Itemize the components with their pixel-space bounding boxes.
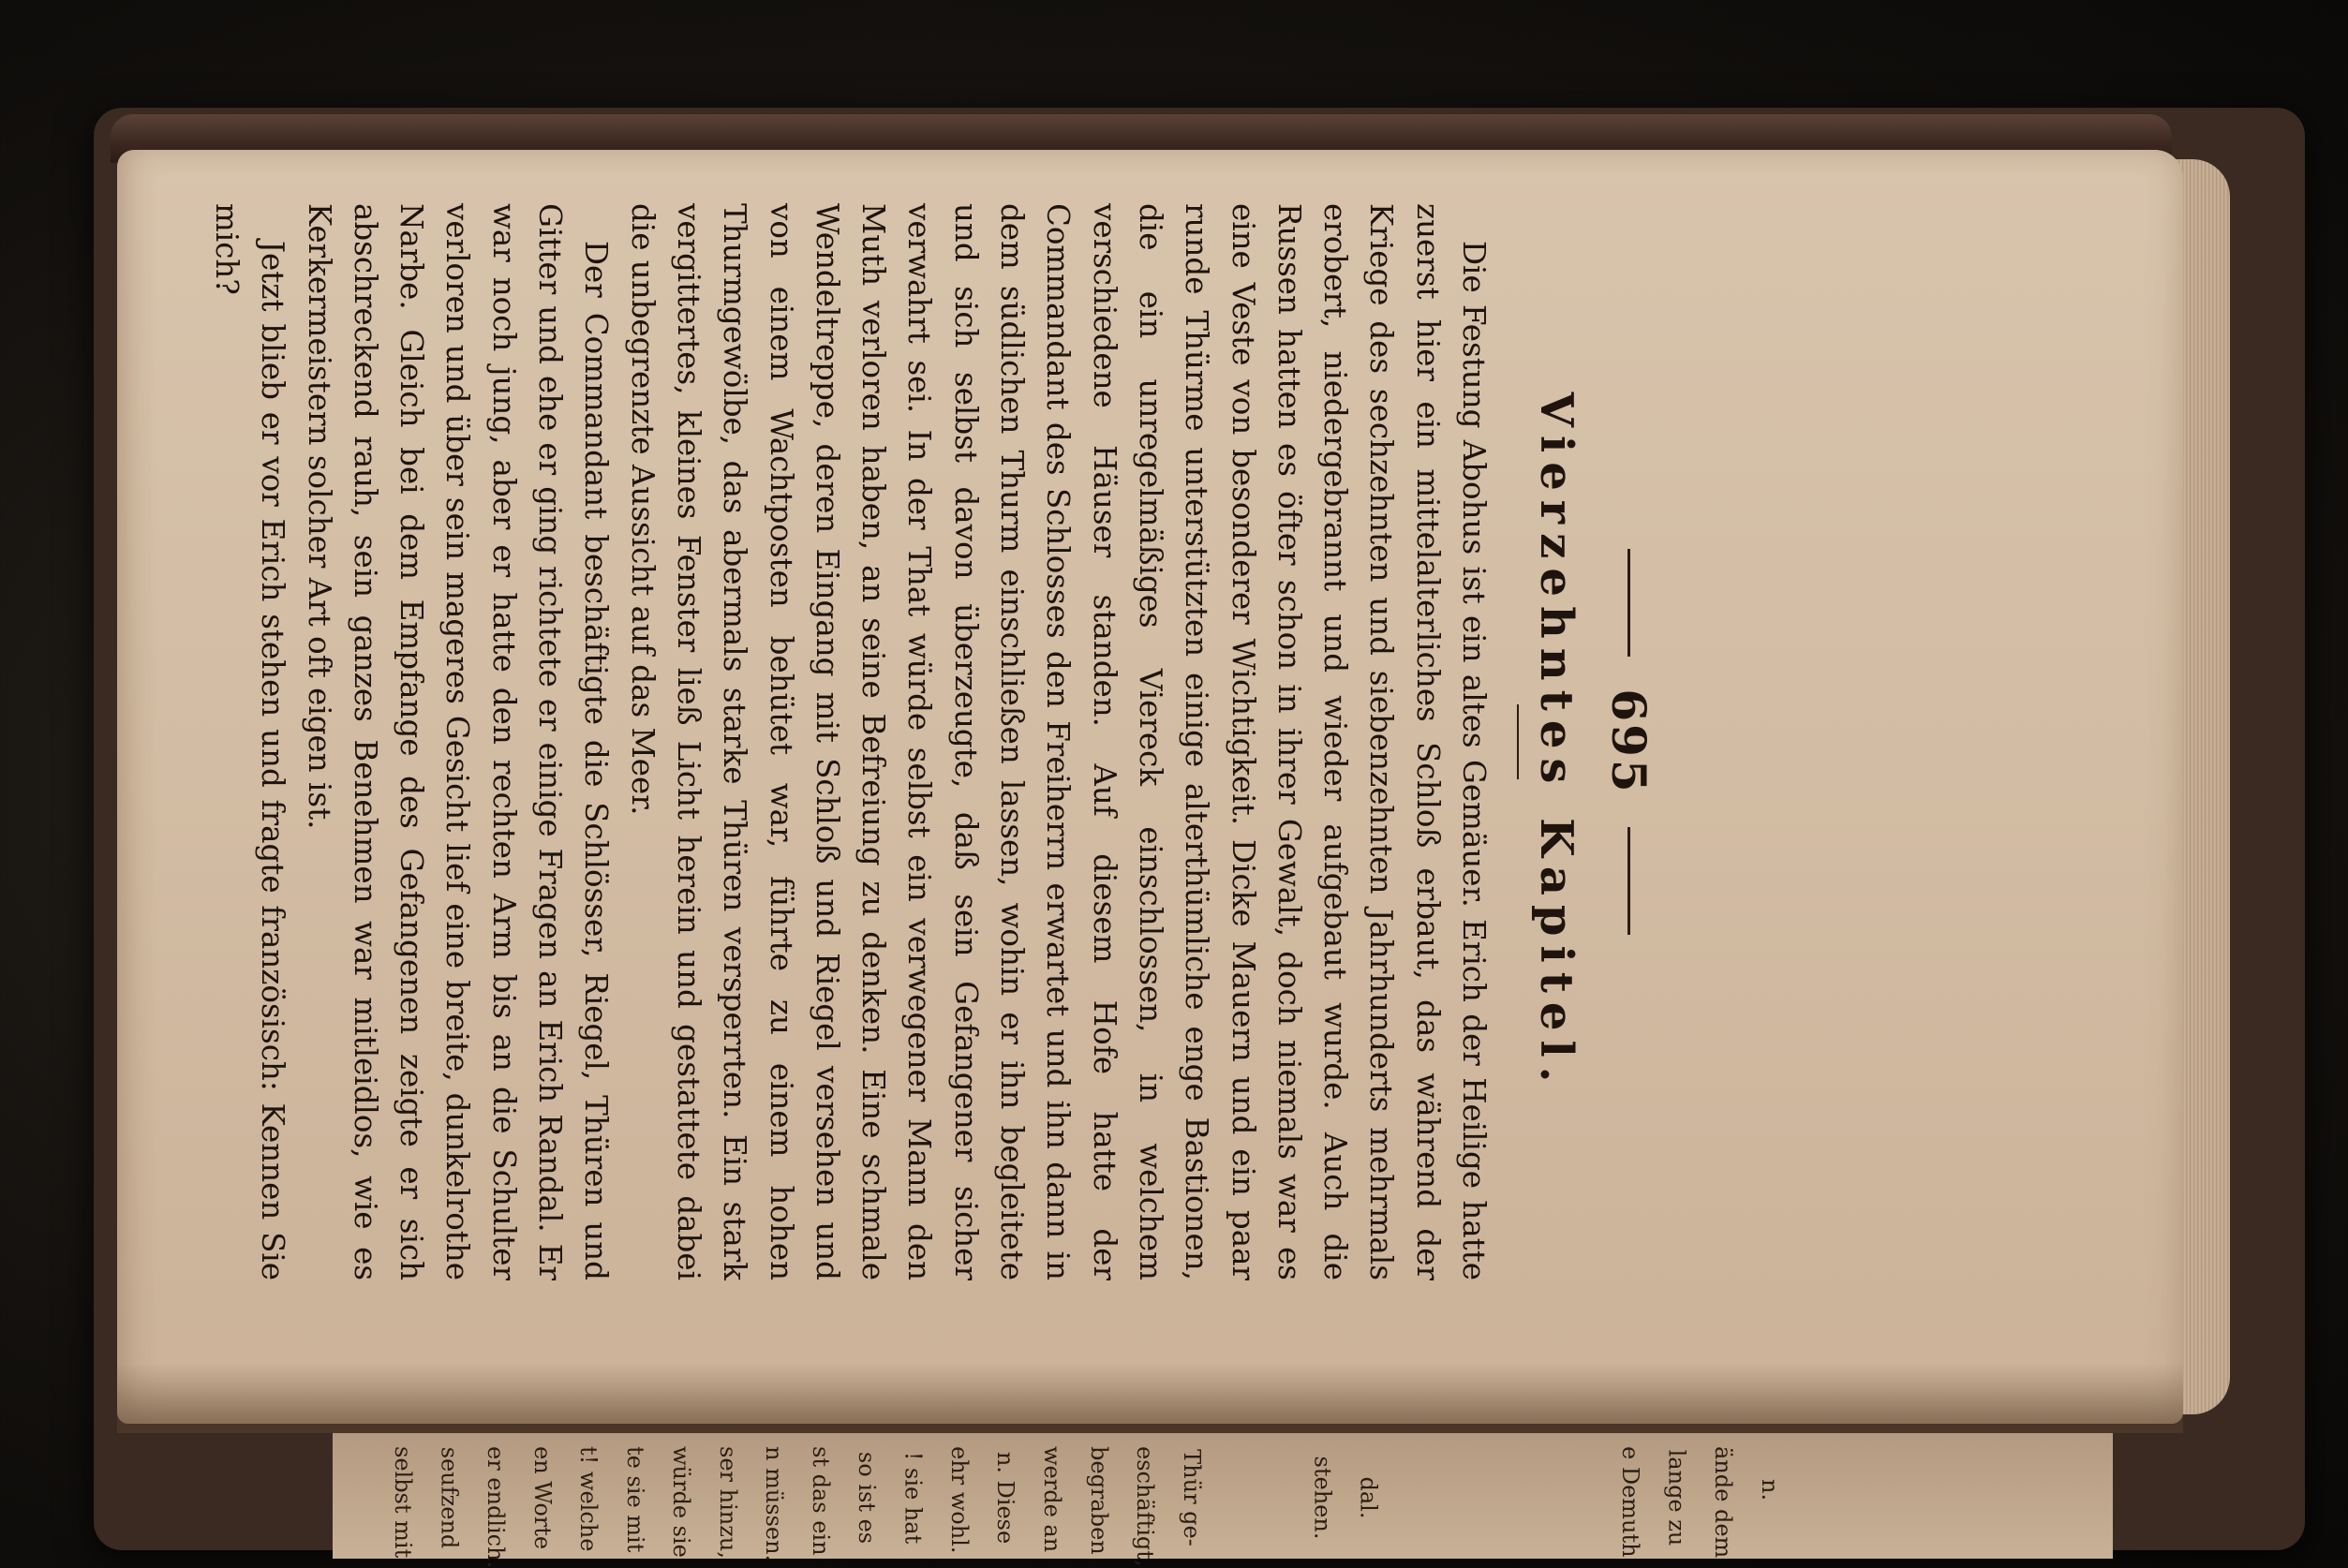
- previous-page-line: [802, 1446, 840, 1556]
- previous-page-line-text: ände dem: [1710, 1446, 1736, 1559]
- previous-page-line: [1704, 1446, 1742, 1559]
- previous-page-line-text: n müssen.: [761, 1446, 787, 1562]
- previous-page-line: [570, 1447, 607, 1550]
- previous-page-line-text: ser hinzu,: [714, 1446, 741, 1559]
- previous-page-line: [1751, 1447, 1789, 1550]
- previous-page-line-text: st das ein: [807, 1446, 834, 1556]
- page-text-block: [208, 203, 1657, 1280]
- previous-page-line: [431, 1447, 468, 1550]
- previous-page-line-text: so ist es: [854, 1451, 880, 1545]
- previous-page-line: [1350, 1447, 1388, 1550]
- previous-page-line-text: werde an: [1039, 1446, 1065, 1553]
- previous-page-line-text: n. Diese: [992, 1451, 1019, 1545]
- previous-page-line: [384, 1446, 422, 1559]
- previous-page-line-text: n.: [1756, 1479, 1783, 1501]
- previous-page-line: [988, 1447, 1025, 1550]
- previous-page-line-text: ehr wohl.: [946, 1446, 973, 1554]
- previous-page-line: [1612, 1446, 1649, 1558]
- title-rule: [1517, 704, 1519, 779]
- previous-page-line: [941, 1446, 978, 1554]
- previous-page-line-text: ! sie hat: [899, 1451, 927, 1545]
- previous-page-line: [1173, 1447, 1211, 1550]
- previous-page-line: [1080, 1446, 1118, 1555]
- page-number: 695: [1601, 688, 1657, 795]
- previous-page-line: [755, 1446, 793, 1562]
- previous-page-line-text: te sie mit: [621, 1446, 648, 1553]
- previous-page-line: [662, 1446, 700, 1558]
- previous-page-line: [709, 1446, 747, 1559]
- previous-page-line: [524, 1447, 561, 1550]
- previous-page-line-text: en Worte: [528, 1446, 556, 1550]
- previous-page-line: [1033, 1446, 1071, 1553]
- previous-page-line-text: seufzend: [436, 1446, 463, 1549]
- previous-page-line: [477, 1446, 514, 1568]
- previous-page-line: [1303, 1447, 1341, 1550]
- header-rule-right: [1628, 827, 1631, 935]
- previous-page-line-text: eschäftigt,: [1132, 1446, 1158, 1567]
- paragraph: Jetzt blieb er vor Erich stehen und fragte französisch: Kennen Sie mich?: [208, 203, 291, 1280]
- previous-page-line-text: begraben: [1085, 1446, 1112, 1555]
- page-gutter-shadow: [117, 1363, 2183, 1433]
- previous-page-line: [848, 1447, 885, 1550]
- chapter-title: Vierzehntes Kapitel.: [1530, 392, 1583, 1092]
- previous-page-line-text: selbst mit: [390, 1446, 416, 1559]
- previous-page-line-text: stehen.: [1309, 1456, 1336, 1540]
- previous-page-line: [1658, 1447, 1696, 1550]
- previous-page-line: [1126, 1446, 1164, 1567]
- previous-page-line-text: Thür ge-: [1178, 1449, 1205, 1546]
- page-header: [1601, 203, 1657, 1280]
- previous-page-line-text: t! welche: [575, 1446, 602, 1552]
- previous-page-line-text: lange zu: [1663, 1449, 1690, 1546]
- paragraph: Der Commandant beschäftigte die Schlösser, Riegel, Thüren und Gitter und ehe er ging richtete er einige Fragen an Erich Randal. Er war noch jung, aber er hatte den rechten Arm bis an die Schulter verloren und über sein mageres Gesicht lief eine breite, dunkelrothe Narbe. Gleich bei dem Empfange des Gefangenen zeigte er sich abschreckend rauh, sein ganzes Benehmen war mitleidlos, wie es Kerkermeistern solcher Art oft eigen ist.: [301, 203, 615, 1280]
- previous-page-line-text: er endlich.: [483, 1446, 509, 1568]
- previous-page-line: [895, 1447, 932, 1550]
- previous-page-line-text: dal.: [1355, 1476, 1382, 1519]
- previous-page-line-text: würde sie: [668, 1446, 694, 1558]
- previous-page-line-text: e Demuth: [1617, 1446, 1643, 1558]
- header-rule-left: [1628, 549, 1631, 657]
- previous-page-line: [617, 1446, 654, 1553]
- paragraph: Die Festung Abohus ist ein altes Gemäuer. Erich der Heilige hatte zuerst hier ein mittelalterliches Schloß erbaut, das während der Kriege des sechzehnten und siebenzehnten Jahrhunderts mehrmals erobert, niedergebrannt und wieder aufgebaut wurde. Auch die Russen hatten es öfter schon in ihrer Gewalt, doch niemals war es eine Veste von besonderer Wichtigkeit. Dicke Mauern und ein paar runde Thürme unterstützten einige alterthümliche enge Bastionen, die ein unregelmäßiges Viereck einschlossen, in welchem verschiedene Häuser standen. Auf diesem Hofe hatte der Commandant des Schlosses den Freiherrn erwartet und ihn dann in dem südlichen Thurm einschließen lassen, wohin er ihn begleitete und sich selbst davon überzeugte, daß sein Gefangener sicher verwahrt sei. In der That würde selbst ein verwegener Mann den Muth verloren haben, an seine Befreiung zu denken. Eine schmale Wendeltreppe, deren Eingang mit Schloß und Riegel versehen und von einem Wachtposten behütet war, führte zu einem hohen Thurmgewölbe, das abermals starke Thüren versperrten. Ein stark vergittertes, kleines Fenster ließ Licht herein und gestattete dabei die unbegrenzte Aussicht auf das Meer.: [624, 203, 1492, 1280]
